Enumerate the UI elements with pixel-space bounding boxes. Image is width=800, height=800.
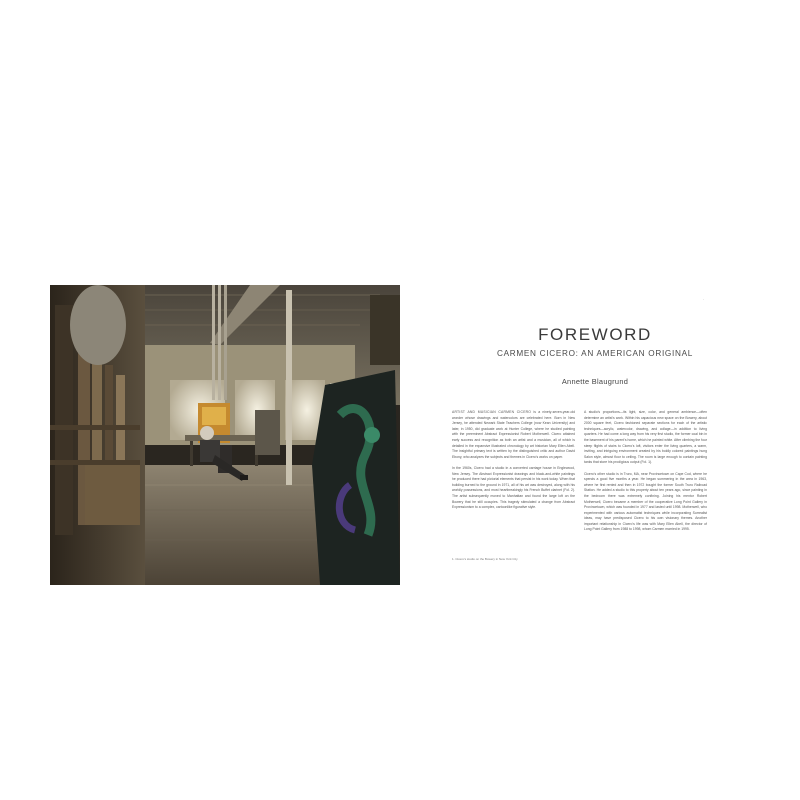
paragraph: In the 1960s, Cicero had a studio in a converted carriage house in Englewood, New Jersey. The Abstract Expressionist drawings and black-and-white paintings he produced there had pictorial elements that persist in his work today. When that building burned to the ground in 1971, all of his art was destroyed, along with his worldly possessions, and most heartbreakingly his French Buffet clarinet (Fol. 2). The artist subsequently moved to Manhattan and found the large loft on the Bowery that he still occupies. This tragedy stimulated a change from Abstract Expressionism to a complex, cartoonlike figurative style. (452, 465, 575, 510)
paragraph: Cicero's other studio is in Truro, MA, near Provincetown on Cape Cod, where he spends a good five months a year. He began summering in the area in 1963, where he first rented and then in 1972 bought the former South Truro Railroad Station. He added a studio to this property about ten years ago, since painting in the bedroom there was extremely confining. Joining his mentor Robert Motherwell, Cicero became a member of the cooperative Long Point Gallery in Provincetown, which was founded in 1977 and lasted until 1998. Motherwell, who experimented with various automatist techniques while incorporating Surrealist ideas, may have predisposed Cicero to his own visionary themes. Another important relationship in Cicero's life was with Mary Ellen Abell, the director of Long Point Gallery from 1988 to 1998, whom Carmen married in 1995. (584, 471, 707, 532)
author-name: Annette Blaugrund (561, 377, 629, 386)
paragraph: A studio's proportions—its light, size, color, and general ambience—often determine an artist's work. Within his capacious new space on the Bowery, about 2000 square feet, Cicero fashioned separate sections for each of the artistic techniques—acrylic, watercolor, drawing, and collage—in addition to living quarters. He had come a long way from his very first studio, the former coal bin in the basement of his parent's home, which he painted white. After climbing the four steep flights of stairs to Cicero's loft, visitors enter the living quarters, a warm, inviting, and intriguing environment created by his boldly colored paintings hung Salon style, almost floor to ceiling. The room is large enough to contain painting tanks that store his prodigious output (Fol. 1). (584, 410, 707, 465)
paragraph-text: is a ninety-seven-year-old wonder whose drawings and watercolors are celebrated here. Born in New Jersey, he attended Newark State Teachers College (now Kean University) and later, in 1950, did graduate work at Hunter College, where he studied painting with the preeminent Abstract Expressionist Robert Motherwell. Cicero attained early success and recognition as both an artist and a musician, all of which is detailed in the expansive illustrated chronology by art historian Mary Ellen Abell. The insightful primary text is written by the distinguished critic and author David Ebony, who analyzes the subjects and themes in Cicero's works on paper. (452, 410, 576, 459)
paragraph (452, 410, 575, 460)
studio-photo (50, 285, 400, 585)
text-column-left (452, 410, 575, 516)
text-column-right (584, 410, 707, 539)
photo-caption: 1. Cicero's studio on the Bowery in New York City (452, 557, 518, 561)
page-subtitle: CARMEN CICERO: AN AMERICAN ORIGINAL (496, 349, 693, 358)
studio-photo-image (50, 285, 400, 585)
page-marker: · (703, 297, 705, 302)
page-title: FOREWORD (538, 325, 652, 344)
lead-in: ARTIST AND MUSICIAN CARMEN CICERO (452, 410, 532, 414)
